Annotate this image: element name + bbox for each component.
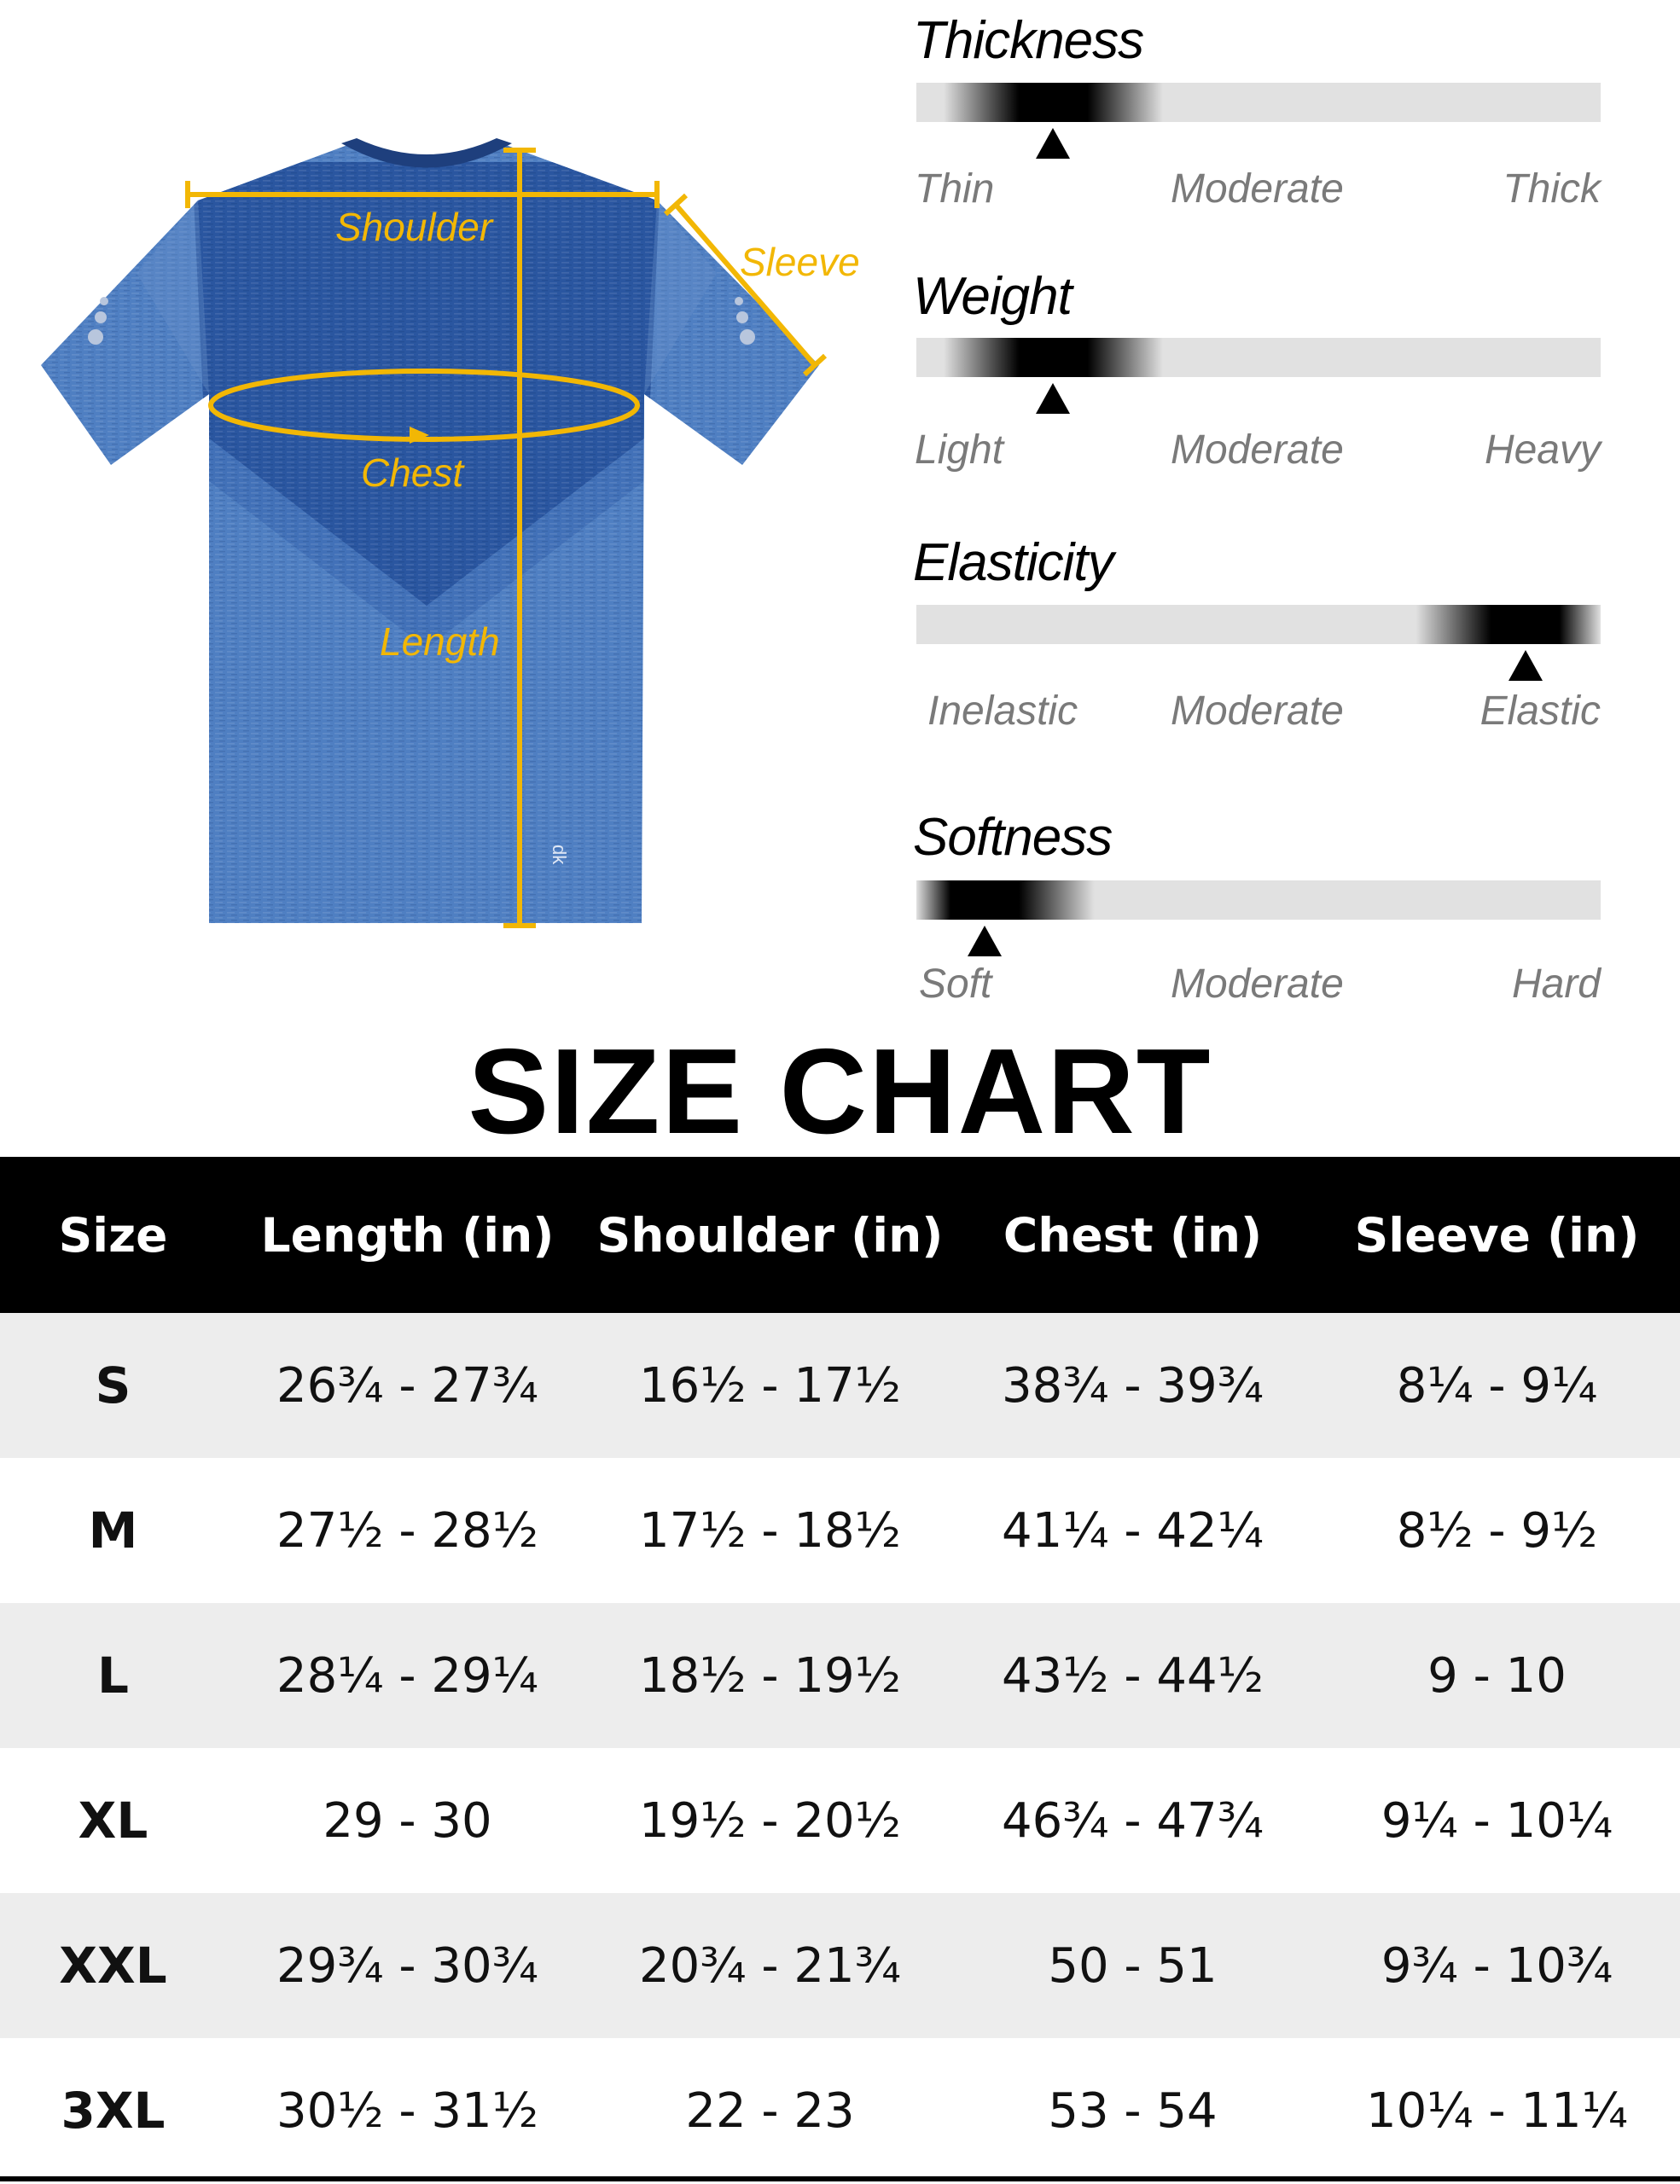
length-cell: 26¾ - 27¾ <box>276 1357 538 1414</box>
attribute-label-high: Heavy <box>1484 427 1601 473</box>
size-cell: XXL <box>59 1937 167 1995</box>
attribute-label-high: Elastic <box>1479 688 1601 734</box>
length-cell: 28¼ - 29¼ <box>276 1647 538 1704</box>
shoulder-label: Shoulder <box>335 205 493 249</box>
size-cell: XL <box>78 1792 148 1850</box>
chest-cell: 43½ - 44½ <box>1002 1647 1264 1704</box>
shoulder-cell: 20¾ - 21¾ <box>639 1937 901 1994</box>
sleeve-cell: 9¾ - 10¾ <box>1381 1937 1613 1994</box>
table-header-row <box>0 1157 1680 1313</box>
attribute-label-mid: Moderate <box>1171 688 1344 734</box>
attribute-elasticity <box>913 532 1604 737</box>
attribute-label-low: Inelastic <box>927 688 1078 734</box>
hem-logo-icon: dk <box>549 845 570 865</box>
sleeve-cell: 9¼ - 10¼ <box>1381 1792 1613 1849</box>
attribute-label-high: Hard <box>1511 961 1601 1007</box>
attribute-marker-icon <box>1036 128 1070 159</box>
chest-cell: 53 - 54 <box>1048 2082 1218 2139</box>
attribute-marker-icon <box>1509 650 1543 681</box>
attribute-title: Elasticity <box>913 533 1113 592</box>
attribute-label-high: Thick <box>1503 166 1601 212</box>
attribute-label-low: Thin <box>915 166 995 212</box>
length-cell: 29¾ - 30¾ <box>276 1937 538 1994</box>
shoulder-cell: 22 - 23 <box>685 2082 855 2139</box>
size-cell: M <box>88 1502 138 1560</box>
length-cell: 29 - 30 <box>323 1792 492 1849</box>
sleeve-cell: 8½ - 9½ <box>1396 1502 1598 1559</box>
tshirt-illustration <box>0 0 887 973</box>
chest-cell: 46¾ - 47¾ <box>1002 1792 1264 1849</box>
attribute-title: Softness <box>913 808 1113 867</box>
attribute-marker-icon <box>1036 383 1070 414</box>
attribute-label-mid: Moderate <box>1171 961 1344 1007</box>
attribute-weight <box>913 266 1604 473</box>
size-chart-table <box>0 1157 1680 2183</box>
size-cell: L <box>97 1647 129 1705</box>
column-header-size: Size <box>58 1207 168 1263</box>
length-cell: 27½ - 28½ <box>276 1502 538 1559</box>
attribute-scale-bar <box>916 605 1601 644</box>
shoulder-cell: 16½ - 17½ <box>639 1357 901 1414</box>
column-header-sleeve: Sleeve (in) <box>1354 1207 1640 1263</box>
chest-label: Chest <box>361 450 464 495</box>
shoulder-cell: 18½ - 19½ <box>639 1647 901 1704</box>
attribute-label-mid: Moderate <box>1171 166 1344 212</box>
chest-cell: 41¼ - 42¼ <box>1002 1502 1264 1559</box>
chest-cell: 50 - 51 <box>1048 1937 1218 1994</box>
table-row <box>0 1603 1680 1748</box>
attribute-label-low: Light <box>915 427 1004 473</box>
chest-cell: 38¾ - 39¾ <box>1002 1357 1264 1414</box>
column-header-shoulder: Shoulder (in) <box>596 1207 944 1263</box>
table-bottom-rule <box>0 2176 1680 2181</box>
table-row <box>0 1313 1680 1458</box>
column-header-chest: Chest (in) <box>1003 1207 1263 1263</box>
attribute-scale-bar <box>916 338 1601 377</box>
length-cell: 30½ - 31½ <box>276 2082 538 2139</box>
column-header-length: Length (in) <box>260 1207 555 1263</box>
shoulder-cell: 19½ - 20½ <box>639 1792 901 1849</box>
attribute-scale-bar <box>916 880 1601 920</box>
attribute-softness <box>913 807 1604 1007</box>
attribute-scale-bar <box>916 83 1601 122</box>
size-cell: 3XL <box>61 2082 166 2140</box>
table-row <box>0 2038 1680 2183</box>
table-row <box>0 1748 1680 1893</box>
sleeve-cell: 10¼ - 11¼ <box>1366 2082 1628 2139</box>
attribute-label-low: Soft <box>919 961 992 1007</box>
sleeve-cell: 9 - 10 <box>1427 1647 1567 1704</box>
size-chart-title: SIZE CHART <box>468 1024 1212 1159</box>
size-cell: S <box>95 1356 131 1414</box>
attribute-label-mid: Moderate <box>1171 427 1344 473</box>
table-row <box>0 1458 1680 1603</box>
attribute-title: Thickness <box>913 11 1144 70</box>
attribute-title: Weight <box>913 267 1072 326</box>
length-label: Length <box>380 619 500 664</box>
shoulder-cell: 17½ - 18½ <box>639 1502 901 1559</box>
attribute-thickness <box>913 10 1604 212</box>
table-row <box>0 1893 1680 2038</box>
sleeve-cell: 8¼ - 9¼ <box>1396 1357 1598 1414</box>
attribute-marker-icon <box>968 926 1002 956</box>
sleeve-label: Sleeve <box>740 240 860 284</box>
